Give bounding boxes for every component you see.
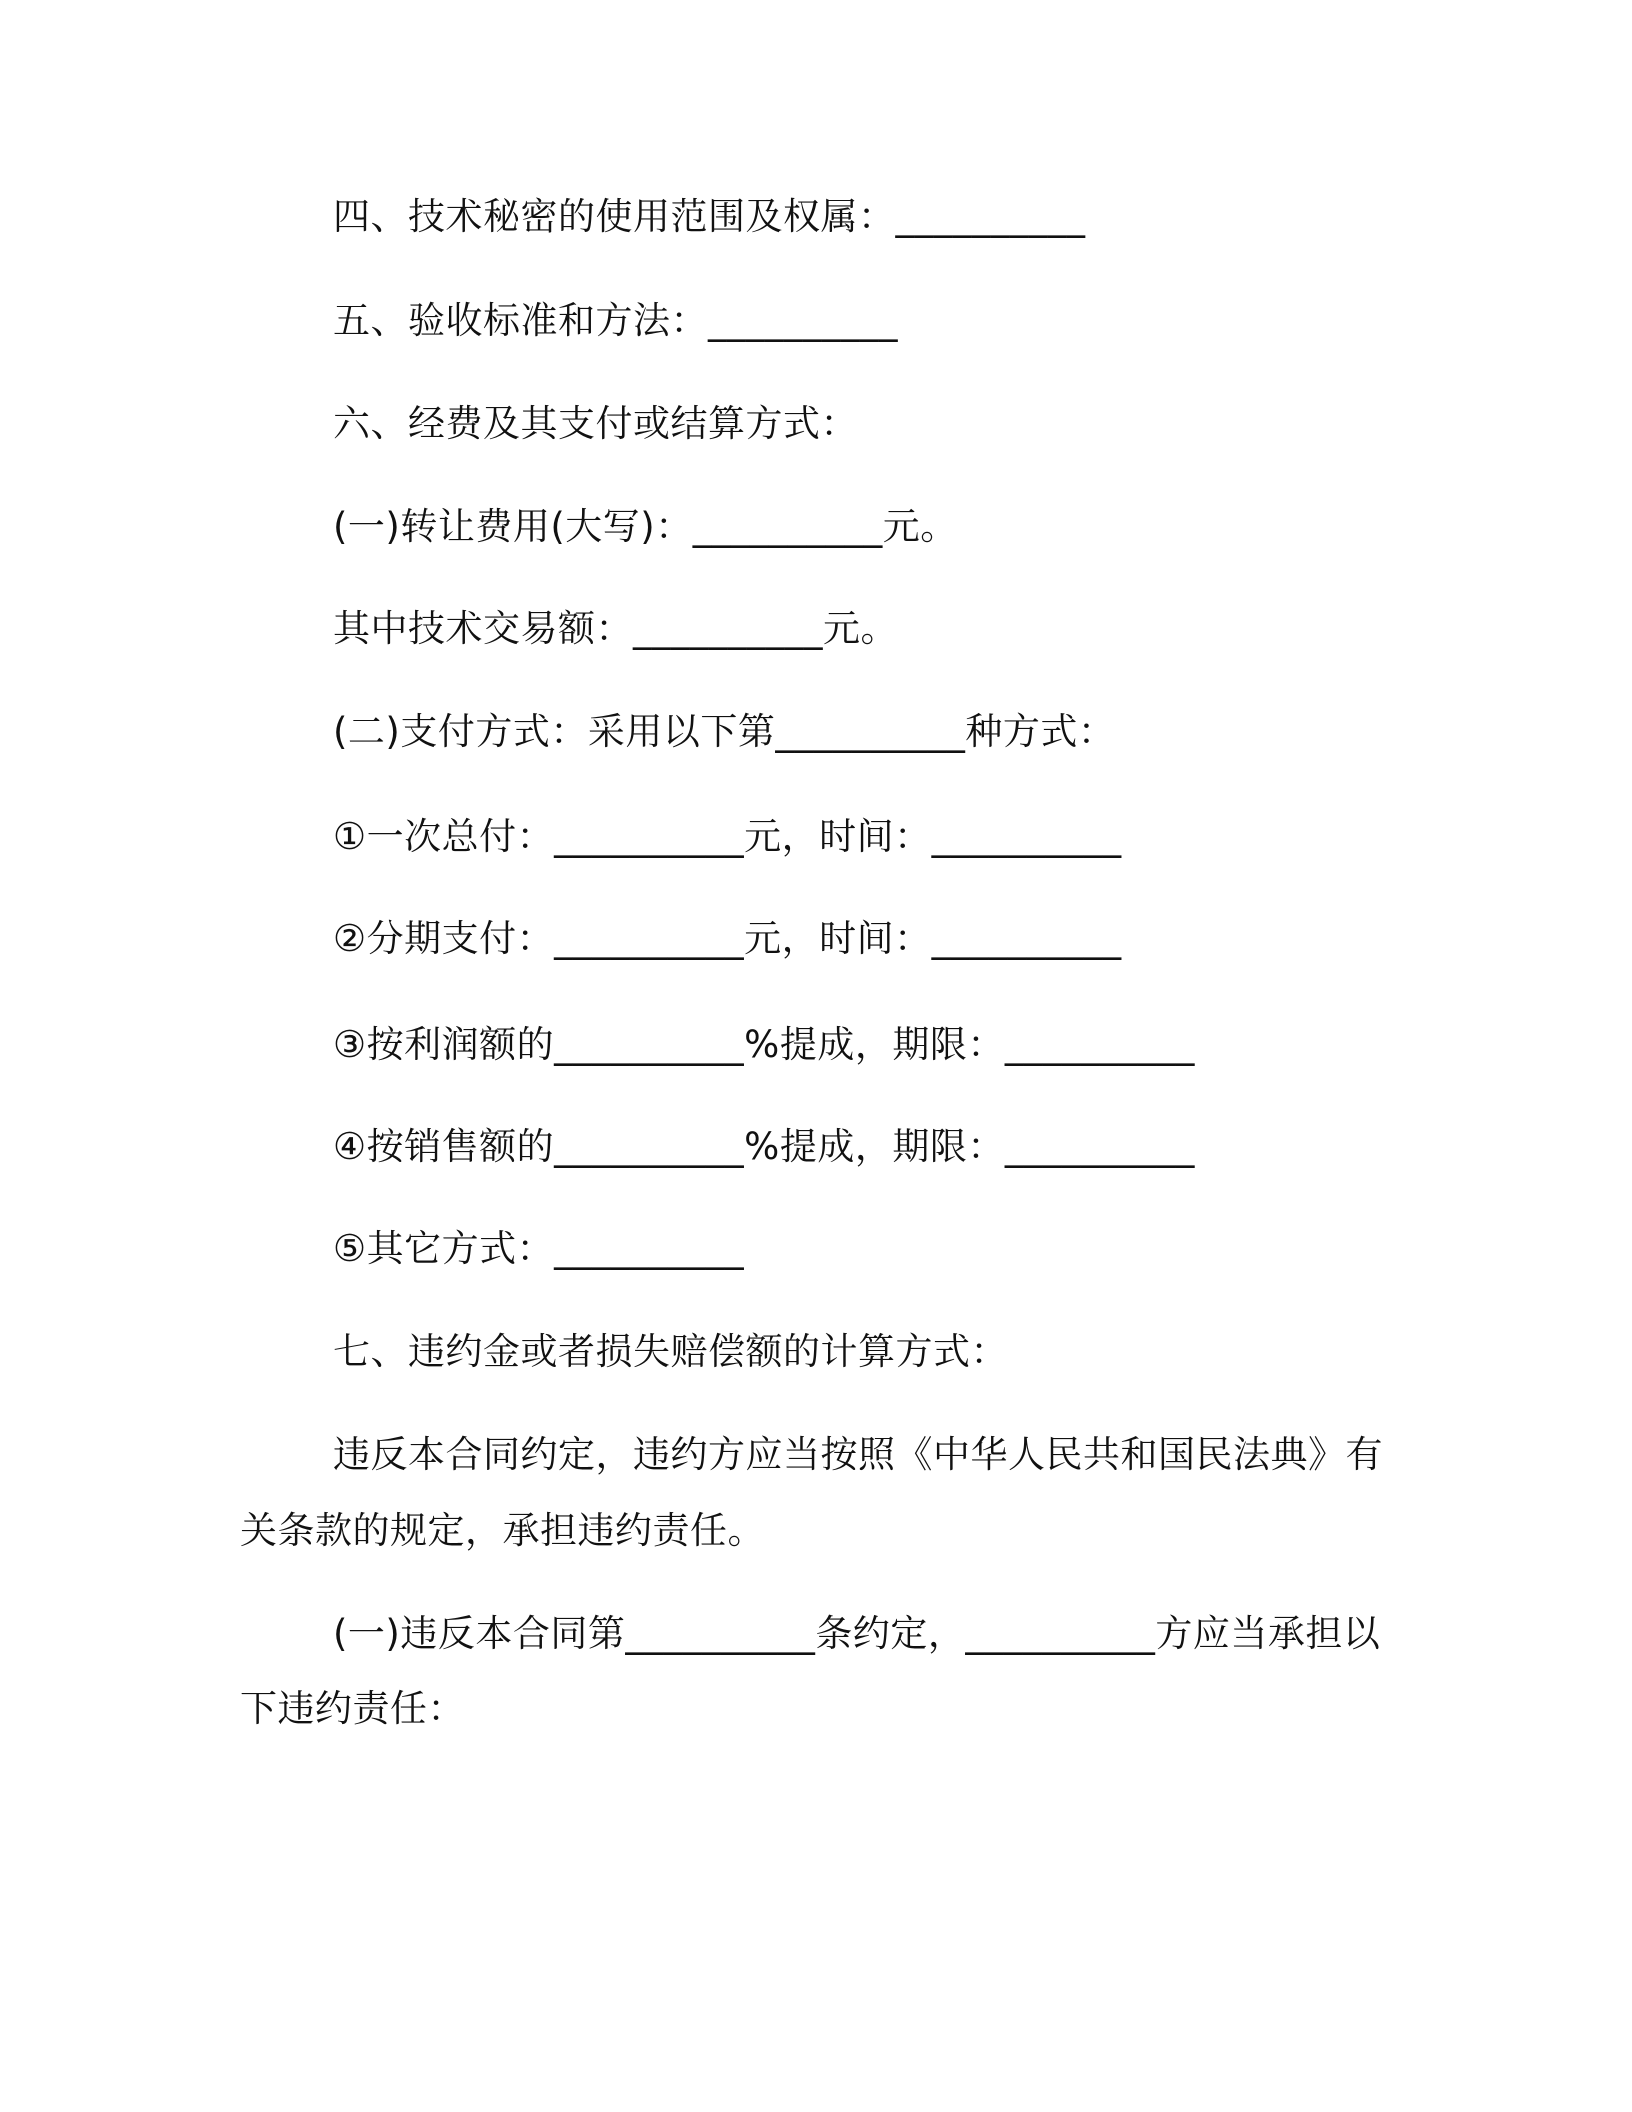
section-6-heading: 六、经费及其支付或结算方式： [333,402,858,445]
section-4-line: 四、技术秘密的使用范围及权属：__________ [333,195,1086,238]
breach-clause-line-1: (一)违反本合同第__________条约定，__________方应当承担以 [333,1612,1381,1655]
payment-option-5: ⑤其它方式：__________ [333,1227,745,1270]
tech-trade-amount-line: 其中技术交易额：__________元。 [333,607,898,650]
payment-method-line: (二)支付方式：采用以下第__________种方式： [333,710,1116,753]
payment-option-3: ③按利润额的__________%提成，期限：__________ [333,1023,1195,1066]
section-7-heading: 七、违约金或者损失赔偿额的计算方式： [333,1330,1008,1373]
section-5-line: 五、验收标准和方法：__________ [333,299,898,342]
transfer-fee-line: (一)转让费用(大写)：__________元。 [333,505,958,548]
payment-option-2: ②分期支付：__________元，时间：__________ [333,917,1122,960]
breach-clause-line-2: 下违约责任： [240,1687,465,1730]
breach-paragraph-line-1: 违反本合同约定，违约方应当按照《中华人民共和国民法典》有 [333,1433,1383,1476]
breach-paragraph-line-2: 关条款的规定，承担违约责任。 [240,1509,765,1552]
payment-option-4: ④按销售额的__________%提成，期限：__________ [333,1125,1195,1168]
payment-option-1: ①一次总付：__________元，时间：__________ [333,815,1122,858]
